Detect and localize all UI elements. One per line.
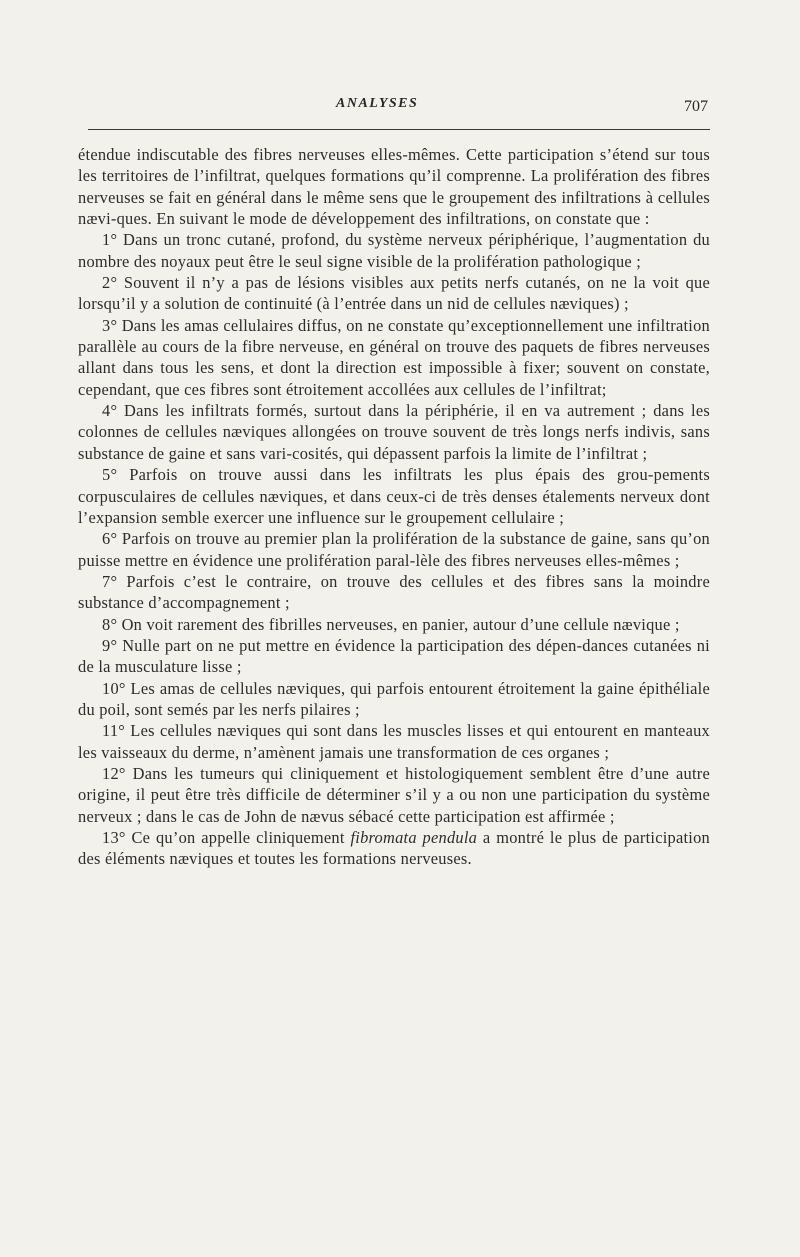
list-item: 9° Nulle part on ne put mettre en évidence la participation des dépen-dances cutanées ni de la musculature lisse ; (78, 635, 710, 677)
paragraph: étendue indiscutable des fibres nerveuses elles-mêmes. Cette participation s’étend sur tous les territoires de l’infiltrat, quelques formations qu’il comprenne. La prolifération des fibres nerveuses se fait en général dans le même sens que le groupement des infiltrations à cellules nævi-ques. En suivant le mode de développement des infiltrations, on constate que : (78, 145, 710, 229)
list-item: 7° Parfois c’est le contraire, on trouve des cellules et des fibres sans la moindre substance d’accompagnement ; (78, 571, 710, 613)
list-item: 6° Parfois on trouve au premier plan la prolifération de la substance de gaine, sans qu’on puisse mettre en évidence une prolifération paral-lèle des fibres nerveuses elles-mêmes ; (78, 529, 710, 570)
list-item: 1° Dans un tronc cutané, profond, du système nerveux périphérique, l’augmentation du nombre des noyaux peut être le seul signe visible de la prolifération pathologique ; (78, 230, 710, 271)
list-item: 2° Souvent il n’y a pas de lésions visibles aux petits nerfs cutanés, on ne la voit que lorsqu’il y a solution de continuité (à l’entrée dans un nid de cellules næviques) ; (78, 273, 710, 314)
page-number: 707 (684, 98, 708, 115)
list-item-last-before: 13° Ce qu’on appelle cliniquement (102, 828, 351, 847)
running-title: ANALYSES (336, 96, 419, 111)
list-item: 3° Dans les amas cellulaires diffus, on ne constate qu’exceptionnellement une infiltration parallèle au cours de la fibre nerveuse, en général on trouve des paquets de fibres nerveuses allant dans tous les sens, et dont la direction est impossible à fixer; souvent on constate, cependant, que ces fibres sont étroitement accollées aux cellules de l’infiltrat; (78, 315, 710, 399)
list-item: 10° Les amas de cellules næviques, qui parfois entourent étroitement la gaine épithéliale du poil, sont semés par les nerfs pilaires ; (78, 678, 710, 719)
list-item-last-after: a montré le plus de participation des éléments næviques et toutes les formations nerveuses. (78, 828, 711, 869)
list-item: 8° On voit rarement des fibrilles nerveuses, en panier, autour d’une cellule nævique ; (102, 614, 680, 634)
list-item: 12° Dans les tumeurs qui cliniquement et histologiquement semblent être d’une autre origine, il peut être très difficile de déterminer s’il y a ou non une participation du système nerveux ; dans le cas de John de nævus sébacé cette participation est affirmée ; (78, 763, 710, 826)
list-item: 4° Dans les infiltrats formés, surtout dans la périphérie, il en va autrement ; dans les colonnes de cellules næviques allongées on trouve souvent de très longs nerfs indivis, sans substance de gaine et sans vari-cosités, qui dépassent parfois la limite de l’infiltrat ; (78, 401, 710, 463)
list-item: 11° Les cellules næviques qui sont dans les muscles lisses et qui entourent en manteaux les vaisseaux du derme, n’amènent jamais une transformation de ces organes ; (78, 721, 710, 762)
header-rule (88, 129, 710, 130)
list-item: 5° Parfois on trouve aussi dans les infiltrats les plus épais des grou-pements corpusculaires de cellules næviques, et dans ceux-ci de très denses étalements nerveux dont l’expansion semble exercer une influence sur le groupement cellulaire ; (78, 465, 710, 527)
page-header (88, 96, 710, 130)
italic-term: fibromata pendula (350, 828, 478, 847)
list-item-last (78, 827, 710, 870)
body-text (78, 144, 710, 870)
